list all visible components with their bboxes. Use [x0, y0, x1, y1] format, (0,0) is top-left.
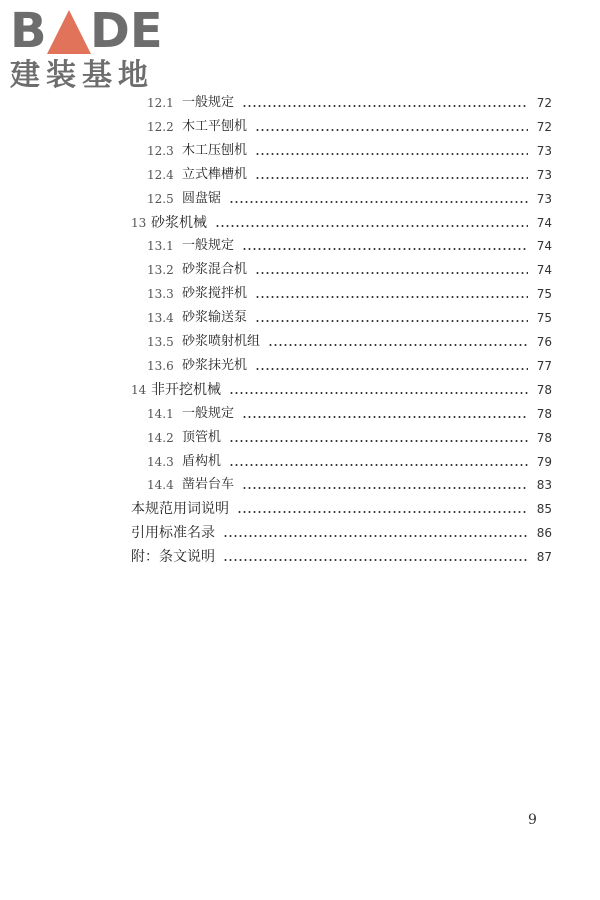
logo-a-triangle-icon: [47, 10, 91, 54]
toc-chapter-entry[interactable]: [131, 498, 552, 520]
toc-entry-page: 73: [536, 191, 552, 206]
toc-entry-number: 12.5: [147, 191, 174, 206]
toc-entry-title: 一般规定: [182, 405, 235, 421]
toc-dot-leader: [242, 416, 528, 418]
logo-letter-b: B: [10, 3, 47, 59]
toc-section-entry[interactable]: [147, 259, 552, 281]
toc-entry-title: 砂浆搅拌机: [182, 286, 248, 302]
page-number: 9: [528, 812, 537, 828]
toc-entry-title: 立式榫槽机: [182, 166, 248, 182]
toc-entry-page: 74: [536, 239, 552, 254]
toc-entry-title: 附：条文说明: [131, 549, 215, 566]
toc-entry-page: 85: [536, 502, 552, 517]
toc-entry-page: 74: [536, 263, 552, 278]
toc-entry-title: 砂浆喷射机组: [182, 334, 261, 349]
toc-entry-page: 75: [536, 287, 552, 302]
toc-entry-page: 76: [536, 335, 552, 349]
toc-section-entry[interactable]: [147, 331, 552, 353]
toc-entry-page: 72: [536, 96, 552, 110]
toc-section-entry[interactable]: [147, 140, 552, 162]
toc-section-entry[interactable]: [147, 403, 552, 425]
toc-section-entry[interactable]: [147, 355, 552, 377]
toc-entry-title: 砂浆输送泵: [182, 310, 248, 326]
toc-entry-number: 13.5: [147, 335, 174, 349]
toc-dot-leader: [255, 129, 528, 131]
toc-entry-title: 砂浆抹光机: [182, 357, 248, 373]
toc-entry-title: 一般规定: [182, 95, 235, 110]
toc-dot-leader: [229, 440, 528, 442]
toc-dot-leader: [215, 225, 528, 227]
toc-dot-leader: [229, 464, 528, 466]
toc-section-entry[interactable]: [147, 474, 552, 496]
toc-dot-leader: [229, 201, 528, 203]
toc-section-entry[interactable]: [147, 451, 552, 473]
toc-entry-number: 13.2: [147, 263, 174, 278]
toc-section-entry[interactable]: [147, 188, 552, 210]
toc-entry-page: 78: [536, 430, 552, 445]
toc-entry-page: 78: [536, 382, 552, 397]
toc-entry-number: 13.3: [147, 287, 174, 302]
toc-dot-leader: [255, 368, 528, 370]
toc-entry-page: 83: [536, 478, 552, 493]
toc-entry-page: 73: [536, 167, 552, 182]
toc-entry-page: 79: [536, 454, 552, 469]
logo: [10, 3, 180, 94]
toc-entry-page: 75: [536, 311, 552, 326]
toc-dot-leader: [242, 105, 528, 107]
toc-dot-leader: [255, 320, 528, 322]
toc-dot-leader: [255, 153, 528, 155]
toc-dot-leader: [255, 296, 528, 298]
toc-chapter-entry[interactable]: [131, 546, 552, 568]
logo-subtitle: 建装基地: [10, 58, 154, 93]
toc-entry-number: 13: [131, 215, 147, 230]
toc-entry-title: 本规范用词说明: [131, 501, 229, 518]
toc-entry-title: 圆盘锯: [182, 190, 222, 206]
toc-dot-leader: [255, 177, 528, 179]
toc-entry-number: 12.4: [147, 167, 174, 182]
toc-dot-leader: [242, 487, 528, 489]
toc-entry-page: 74: [536, 215, 552, 230]
toc-entry-page: 73: [536, 143, 552, 158]
toc-chapter-entry[interactable]: [131, 522, 552, 544]
toc-entry-number: 13.4: [147, 311, 174, 326]
toc-entry-title: 引用标准名录: [131, 525, 215, 542]
toc-entry-number: 14.2: [147, 430, 174, 445]
toc-entry-number: 14.4: [147, 478, 174, 493]
logo-wordmark: [10, 3, 180, 59]
toc-dot-leader: [268, 344, 528, 346]
toc-entry-number: 14: [131, 382, 147, 397]
toc-section-entry[interactable]: [147, 116, 552, 138]
toc-entry-number: 13.1: [147, 239, 174, 254]
toc-dot-leader: [223, 559, 528, 561]
toc-entry-title: 顶管机: [182, 429, 222, 445]
toc-entry-number: 14.3: [147, 454, 174, 469]
toc-chapter-entry[interactable]: [131, 212, 552, 234]
toc-dot-leader: [223, 535, 528, 537]
toc-section-entry[interactable]: [147, 307, 552, 329]
toc-dot-leader: [237, 511, 528, 513]
toc-entry-title: 盾构机: [182, 453, 222, 469]
toc-section-entry[interactable]: [147, 92, 552, 114]
toc-entry-number: 12.1: [147, 96, 174, 110]
toc-entry-title: 木工压刨机: [182, 142, 248, 158]
toc-section-entry[interactable]: [147, 164, 552, 186]
toc-entry-page: 87: [536, 550, 552, 565]
toc-entry-page: 72: [536, 119, 552, 134]
toc-chapter-entry[interactable]: [131, 379, 552, 401]
toc-section-entry[interactable]: [147, 427, 552, 449]
toc-dot-leader: [255, 272, 528, 274]
toc-entry-title: 非开挖机械: [151, 381, 221, 398]
toc-entry-title: 砂浆机械: [151, 214, 207, 231]
toc-entry-number: 12.2: [147, 119, 174, 134]
toc-entry-page: 86: [536, 526, 552, 541]
toc-entry-number: 14.1: [147, 406, 174, 421]
toc-entry-title: 木工平刨机: [182, 118, 248, 134]
toc-entry-title: 凿岩台车: [182, 477, 235, 493]
toc-section-entry[interactable]: [147, 235, 552, 257]
logo-letters-de: DE: [90, 3, 163, 59]
toc-entry-title: 砂浆混合机: [182, 262, 248, 278]
toc-entry-number: 13.6: [147, 358, 174, 373]
toc-dot-leader: [229, 392, 528, 394]
toc-entry-page: 78: [536, 406, 552, 421]
toc-entry-page: 77: [536, 358, 552, 373]
toc-entry-number: 12.3: [147, 143, 174, 158]
toc-section-entry[interactable]: [147, 283, 552, 305]
toc-entry-title: 一般规定: [182, 238, 235, 254]
toc-dot-leader: [242, 248, 528, 250]
